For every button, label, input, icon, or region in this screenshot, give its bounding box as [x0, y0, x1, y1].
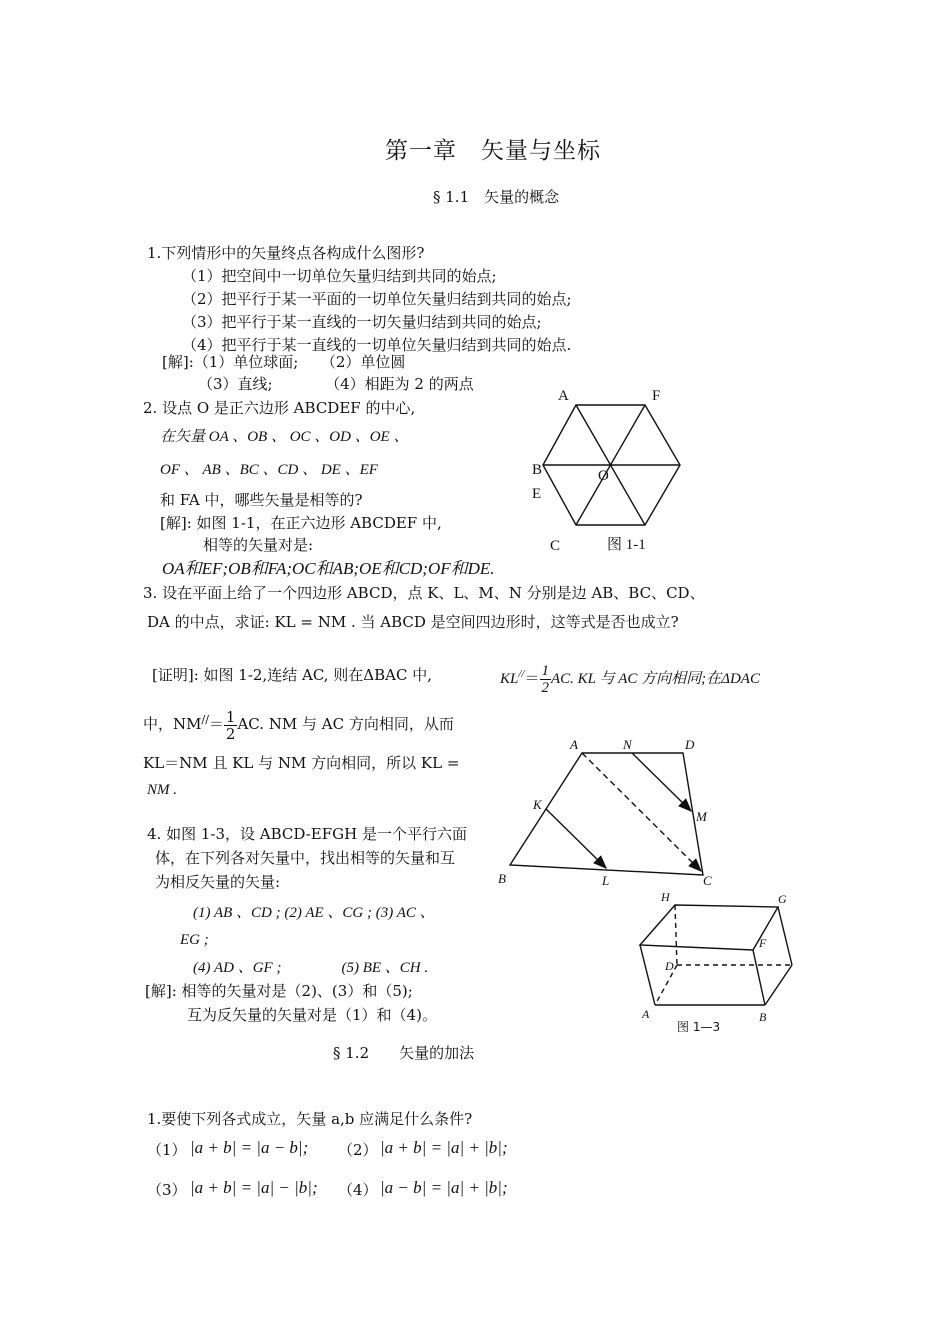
q1-stem: 1.下列情形中的矢量终点各构成什么图形? — [147, 244, 425, 262]
edge-back-right — [778, 907, 792, 965]
q3-proof-line-2b: AC. NM 与 AC 方向相同，从而 — [237, 715, 454, 733]
fig11-label-c: C — [550, 538, 561, 554]
figure-1-2-quadrilateral — [490, 735, 730, 890]
fig12-label-a: A — [570, 737, 578, 752]
fraction-half-2 — [224, 709, 238, 742]
fig12-label-d: D — [685, 737, 695, 752]
q2-line-4: 和 FA 中，哪些矢量是相等的? — [160, 491, 363, 509]
q1-solution-line-1: [解]:（1）单位球面; （2）单位圆 — [162, 353, 406, 371]
q3-line-1: 3. 设在平面上给了一个四边形 ABCD，点 K、L、M、N 分别是边 AB、BC、CD、 — [143, 584, 705, 602]
fig13-label-a: A — [642, 1007, 650, 1021]
q12-formula-1: |a + b| = |a − b|; — [190, 1138, 309, 1157]
fig12-label-m: M — [696, 809, 707, 824]
q12-formula-4-label: （4） — [338, 1181, 378, 1199]
q12-formula-2: |a + b| = |a| + |b|; — [380, 1138, 508, 1157]
fraction-denominator-2: 2 — [225, 724, 236, 743]
fig11-label-a: A — [558, 388, 569, 404]
figure-1-1-hexagon — [525, 380, 695, 560]
quadrilateral-abcd — [510, 753, 703, 875]
figure-1-3-parallelepiped — [630, 885, 800, 1035]
section-1-2-title: § 1.2 矢量的加法 — [333, 1044, 475, 1062]
q3-proof-line-2: 中，NM//＝ $\frac{1}{2}$ AC. NM 与 AC 方向相同，从而 — [143, 707, 454, 743]
fig13-label-f: F — [759, 936, 767, 950]
top-face — [640, 905, 778, 950]
fig12-label-b: B — [498, 871, 506, 886]
q3-line-2: DA 的中点，求证: KL = NM . 当 ABCD 是空间四边形时，这等式是否也成立? — [147, 613, 679, 631]
fraction-numerator: 1 — [541, 663, 549, 680]
fig11-label-o: O — [598, 468, 609, 484]
q1-item-4: （4）把平行于某一直线的一切单位矢量归结到共同的始点. — [182, 336, 572, 354]
q2-line-2: 在矢量 OA 、OB 、 OC 、OD 、OE 、 — [160, 429, 409, 445]
fig13-label-b: B — [759, 1010, 767, 1024]
q2-solution-line-1: [解]: 如图 1-1，在正六边形 ABCDEF 中, — [160, 514, 442, 532]
edge-b-c — [765, 965, 792, 1005]
q4-solution-line-2: 互为反矢量的矢量对是（1）和（4)。 — [187, 1006, 437, 1024]
q4-line-3: 为相反矢量的矢量: — [155, 873, 281, 891]
fraction-numerator-2: 1 — [225, 707, 236, 726]
parallel-equal-symbol: // — [518, 668, 525, 680]
q4-pairs-line-2: EG ; — [180, 932, 209, 948]
q2-line-1: 2. 设点 O 是正六边形 ABCDEF 的中心, — [143, 399, 416, 417]
fig13-label-h: H — [661, 890, 670, 904]
q1-item-3: （3）把平行于某一直线的一切矢量归结到共同的始点; — [182, 313, 542, 331]
hidden-edge-h-d — [675, 905, 677, 965]
diagonal-ac-dashed — [582, 753, 701, 871]
fig11-label-e: E — [532, 486, 542, 502]
fig12-label-k: K — [533, 797, 542, 812]
q3-proof-line-2a: 中，NM — [143, 715, 202, 733]
chapter-title: 第一章 矢量与坐标 — [385, 138, 601, 164]
q4-line-1: 4. 如图 1-3，设 ABCD-EFGH 是一个平行六面 — [147, 825, 467, 843]
q4-pairs-line-1: (1) AB 、CD ; (2) AE 、CG ; (3) AC 、 — [193, 905, 435, 921]
fig13-caption: 图 1—3 — [677, 1020, 721, 1034]
q12-formula-3-label: （3） — [147, 1181, 187, 1199]
fig13-label-g: G — [778, 892, 787, 906]
q12-formula-1-label: （1） — [147, 1141, 187, 1159]
q3-proof-line-1a: [证明]: 如图 1-2,连结 AC, 则在ΔBAC 中, — [152, 666, 432, 684]
q4-solution-line-1: [解]: 相等的矢量对是（2)、(3）和（5); — [145, 982, 413, 1000]
q2-line-3: OF 、 AB 、BC 、CD 、 DE 、EF — [160, 462, 378, 478]
edge-front-right — [753, 950, 765, 1005]
q3-proof-line-1b: AC. KL 与 AC 方向相同;在ΔDAC — [551, 671, 760, 687]
fig13-label-d: D — [665, 959, 674, 973]
q3-proof-line-3: KL＝NM 且 KL 与 NM 方向相同，所以 KL = — [143, 754, 460, 772]
q1-item-2: （2）把平行于某一平面的一切单位矢量归结到共同的始点; — [182, 290, 572, 308]
fraction-denominator: 2 — [541, 680, 549, 697]
q3-proof-line-4: NM . — [147, 782, 177, 798]
fig12-label-c: C — [703, 873, 712, 888]
q1-solution-line-2: （3）直线; （4）相距为 2 的两点 — [198, 375, 474, 393]
q2-solution-line-3: OA和EF;OB和FA;OC和AB;OE和CD;OF和DE. — [162, 559, 495, 578]
q2-solution-line-2: 相等的矢量对是: — [203, 536, 314, 554]
section-1-1-title: § 1.1 矢量的概念 — [433, 188, 560, 206]
q4-line-2: 体，在下列各对矢量中，找出相等的矢量和互 — [155, 849, 456, 867]
q1-item-1: （1）把空间中一切单位矢量归结到共同的始点; — [182, 267, 497, 285]
fig11-label-b: B — [532, 462, 543, 478]
edge-a-e — [640, 945, 655, 1005]
fraction-half — [540, 663, 552, 696]
q12-formula-3: |a + b| = |a| − |b|; — [190, 1178, 318, 1197]
q3-kl: KL — [500, 671, 519, 687]
q4-pairs-line-3: (4) AD 、GF ; (5) BE 、CH . — [193, 960, 429, 976]
fig12-label-l: L — [602, 873, 610, 888]
vector-kl — [546, 809, 606, 868]
q12-formula-4: |a − b| = |a| + |b|; — [380, 1178, 508, 1197]
fig12-label-n: N — [623, 737, 632, 752]
fig11-label-f: F — [652, 388, 661, 404]
q12-stem: 1.要使下列各式成立，矢量 a,b 应满足什么条件? — [147, 1110, 473, 1128]
parallel-equal-symbol-2: // — [201, 713, 209, 726]
fig11-caption: 图 1-1 — [607, 537, 646, 553]
vector-nm — [632, 753, 691, 811]
q12-formula-2-label: （2） — [338, 1141, 378, 1159]
q3-proof-kl-expr: KL//＝ $\frac{1}{2}$ AC. KL 与 AC 方向相同;在ΔDAC — [500, 663, 760, 697]
